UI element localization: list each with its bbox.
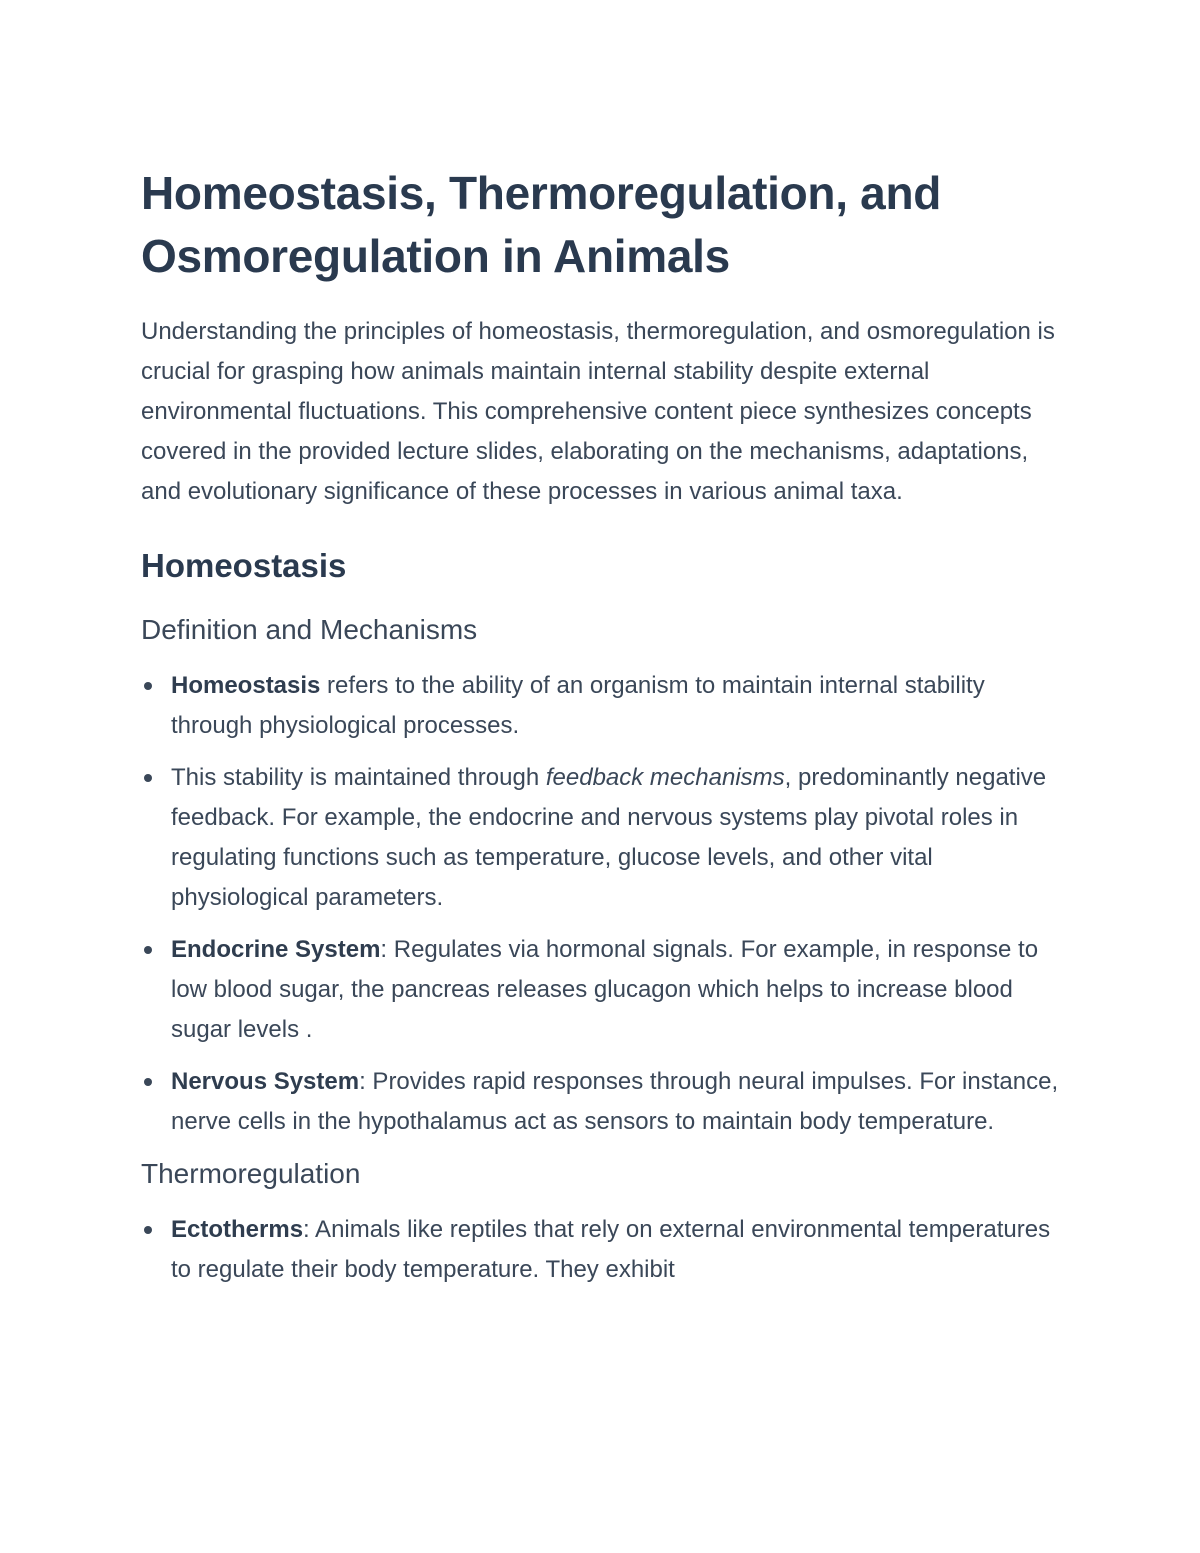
subheading-definition-and-mechanisms: Definition and Mechanisms (141, 614, 478, 645)
list-item-text: : Regulates via hormonal signals. For example, in response to low blood sugar, the pancreas releases glucagon which helps to increase blood sugar levels . (171, 936, 1039, 1043)
term-nervous-system: Nervous System (171, 1068, 360, 1095)
list-item-text: : Animals like reptiles that rely on external environmental temperatures to regulate their body temperature. They exhibit (171, 1216, 1051, 1283)
bullet-icon (144, 774, 152, 782)
list-item-text: This stability is maintained through (171, 764, 546, 791)
list-item-text: , predominantly negative feedback. For example, the endocrine and nervous systems play pivotal roles in regulating functions such as temperature, glucose levels, and other vital physiological parameters. (171, 764, 1047, 911)
list-item (141, 1210, 1071, 1290)
bullet-icon (144, 946, 152, 954)
list-item-text: : Provides rapid responses through neural impulses. For instance, nerve cells in the hypothalamus act as sensors to maintain body temperature. (171, 1068, 1059, 1135)
bullet-icon (144, 1078, 152, 1086)
term-homeostasis: Homeostasis (171, 672, 321, 699)
list-item-text: refers to the ability of an organism to maintain internal stability through physiological processes. (171, 672, 985, 739)
list-item (141, 666, 1071, 746)
list-item (141, 1062, 1071, 1142)
subheading-thermoregulation: Thermoregulation (141, 1158, 361, 1189)
thermoregulation-list (141, 1210, 1071, 1290)
bullet-icon (144, 682, 152, 690)
italic-term-feedback-mechanisms: feedback mechanisms (545, 764, 785, 791)
term-endocrine-system: Endocrine System (171, 936, 381, 963)
definition-list (141, 666, 1071, 1142)
document-page (141, 162, 1071, 1302)
section-heading-homeostasis: Homeostasis (141, 547, 347, 584)
list-item (141, 930, 1071, 1050)
document-title: Homeostasis, Thermoregulation, and Osmoregulation in Animals (141, 167, 942, 282)
term-ectotherms: Ectotherms (171, 1216, 304, 1243)
intro-paragraph: Understanding the principles of homeostasis, thermoregulation, and osmoregulation is crucial for grasping how animals maintain internal stability despite external environmental fluctuations. This comprehensive content piece synthesizes concepts covered in the provided lecture slides, elaborating on the mechanisms, adaptations, and evolutionary significance of these processes in various animal taxa. (141, 318, 1055, 505)
list-item (141, 758, 1071, 918)
bullet-icon (144, 1226, 152, 1234)
